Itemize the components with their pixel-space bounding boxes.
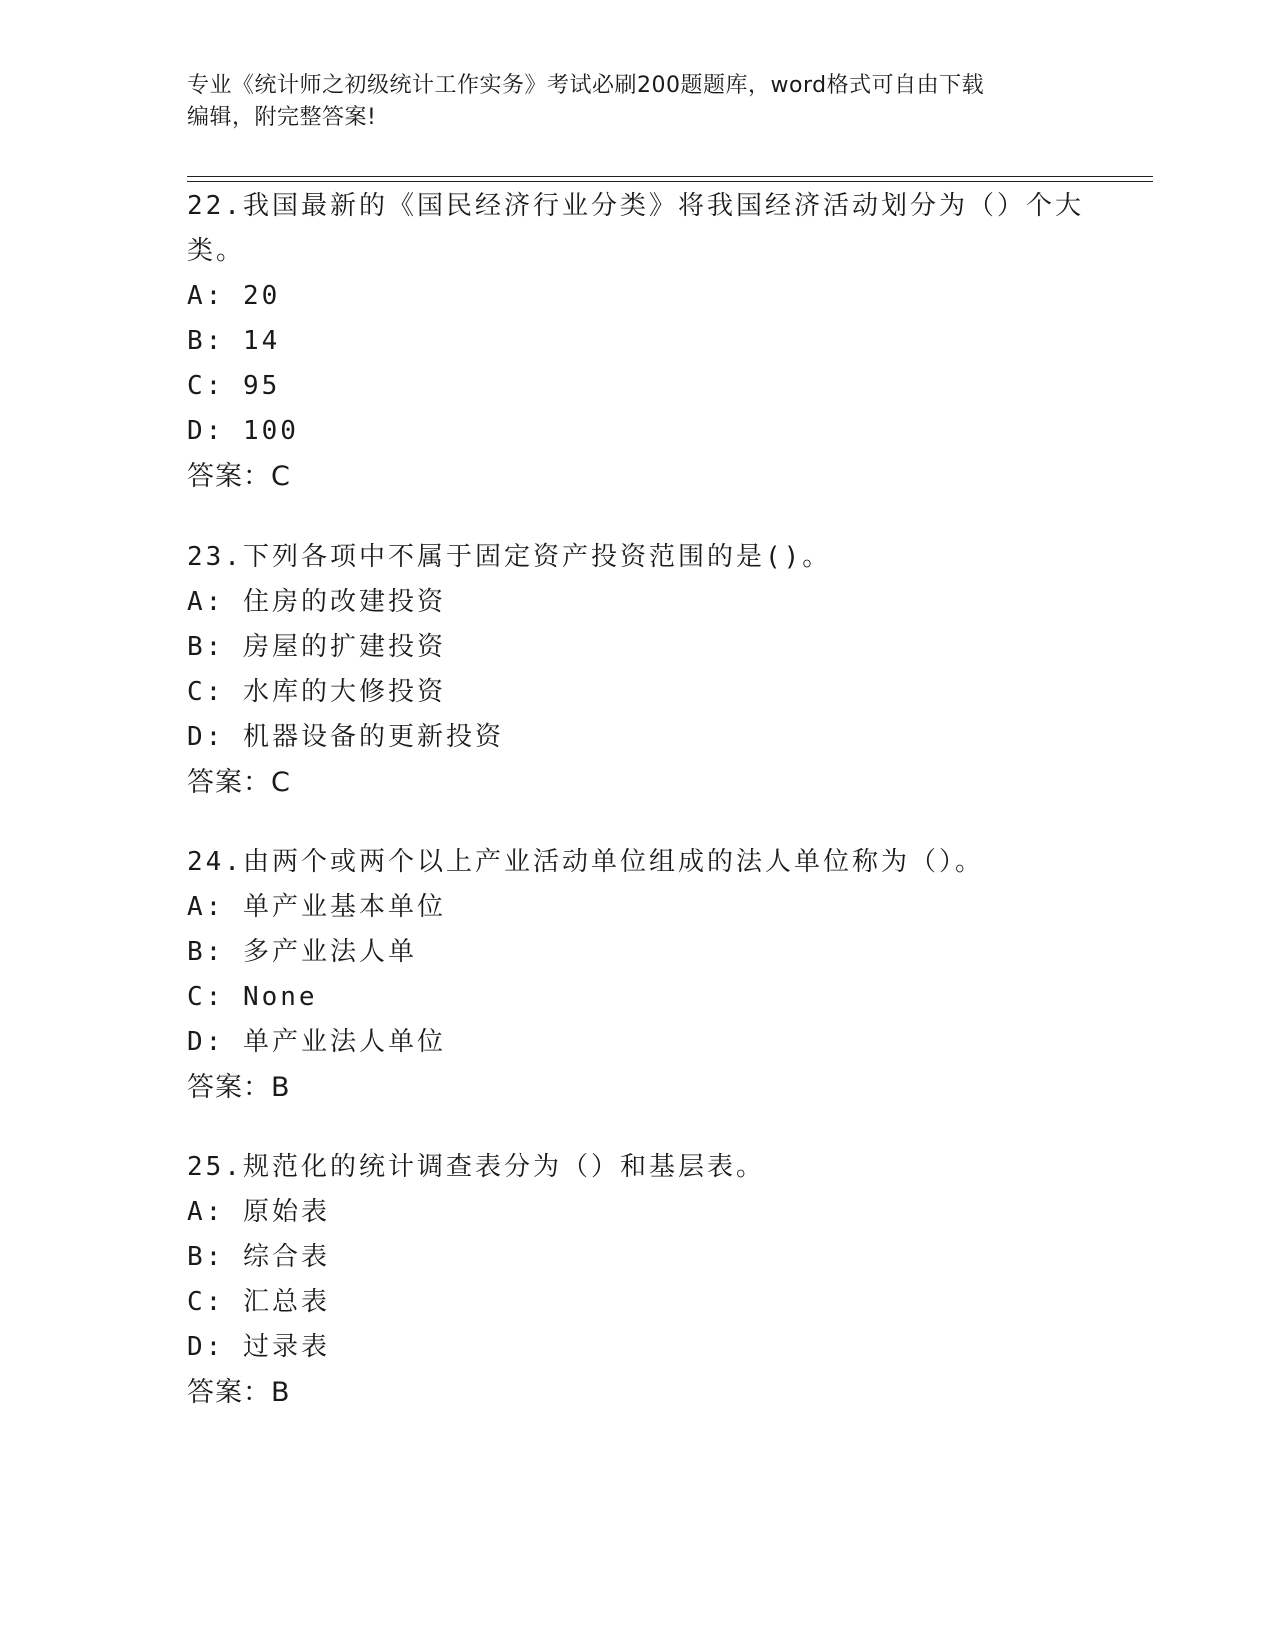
question-22 <box>187 184 1087 499</box>
option-b: B: 综合表 <box>187 1242 330 1272</box>
option-b: B: 14 <box>187 326 281 356</box>
option-c: C: 95 <box>187 371 281 401</box>
option-c: C: None <box>187 982 318 1012</box>
question-24 <box>187 840 1087 1110</box>
question-25 <box>187 1145 1087 1415</box>
question-text-continued: 类。 <box>187 236 246 266</box>
question-text: 24.由两个或两个以上产业活动单位组成的法人单位称为（）。 <box>187 847 984 877</box>
option-a: A: 20 <box>187 281 281 311</box>
header-line-1: 专业《统计师之初级统计工作实务》考试必刷200题题库，word格式可自由下载 <box>187 73 985 98</box>
answer-label: 答案：B <box>187 1377 291 1408</box>
document-header <box>187 70 1087 134</box>
option-b: B: 多产业法人单 <box>187 937 417 967</box>
question-23 <box>187 535 1087 805</box>
option-a: A: 原始表 <box>187 1197 330 1227</box>
option-c: C: 水库的大修投资 <box>187 677 446 707</box>
option-d: D: 单产业法人单位 <box>187 1027 446 1057</box>
answer-label: 答案：C <box>187 767 291 798</box>
option-a: A: 单产业基本单位 <box>187 892 446 922</box>
option-d: D: 机器设备的更新投资 <box>187 722 504 752</box>
header-divider-top <box>187 176 1153 177</box>
option-d: D: 过录表 <box>187 1332 330 1362</box>
question-text: 25.规范化的统计调查表分为（）和基层表。 <box>187 1152 765 1182</box>
answer-label: 答案：C <box>187 461 291 492</box>
answer-label: 答案：B <box>187 1072 291 1103</box>
header-divider-bottom <box>187 181 1153 182</box>
option-b: B: 房屋的扩建投资 <box>187 632 446 662</box>
question-text: 23.下列各项中不属于固定资产投资范围的是()。 <box>187 542 832 572</box>
option-c: C: 汇总表 <box>187 1287 330 1317</box>
question-text: 22.我国最新的《国民经济行业分类》将我国经济活动划分为（）个大 <box>187 191 1084 221</box>
option-a: A: 住房的改建投资 <box>187 587 446 617</box>
option-d: D: 100 <box>187 416 299 446</box>
header-line-2: 编辑，附完整答案! <box>187 105 377 130</box>
